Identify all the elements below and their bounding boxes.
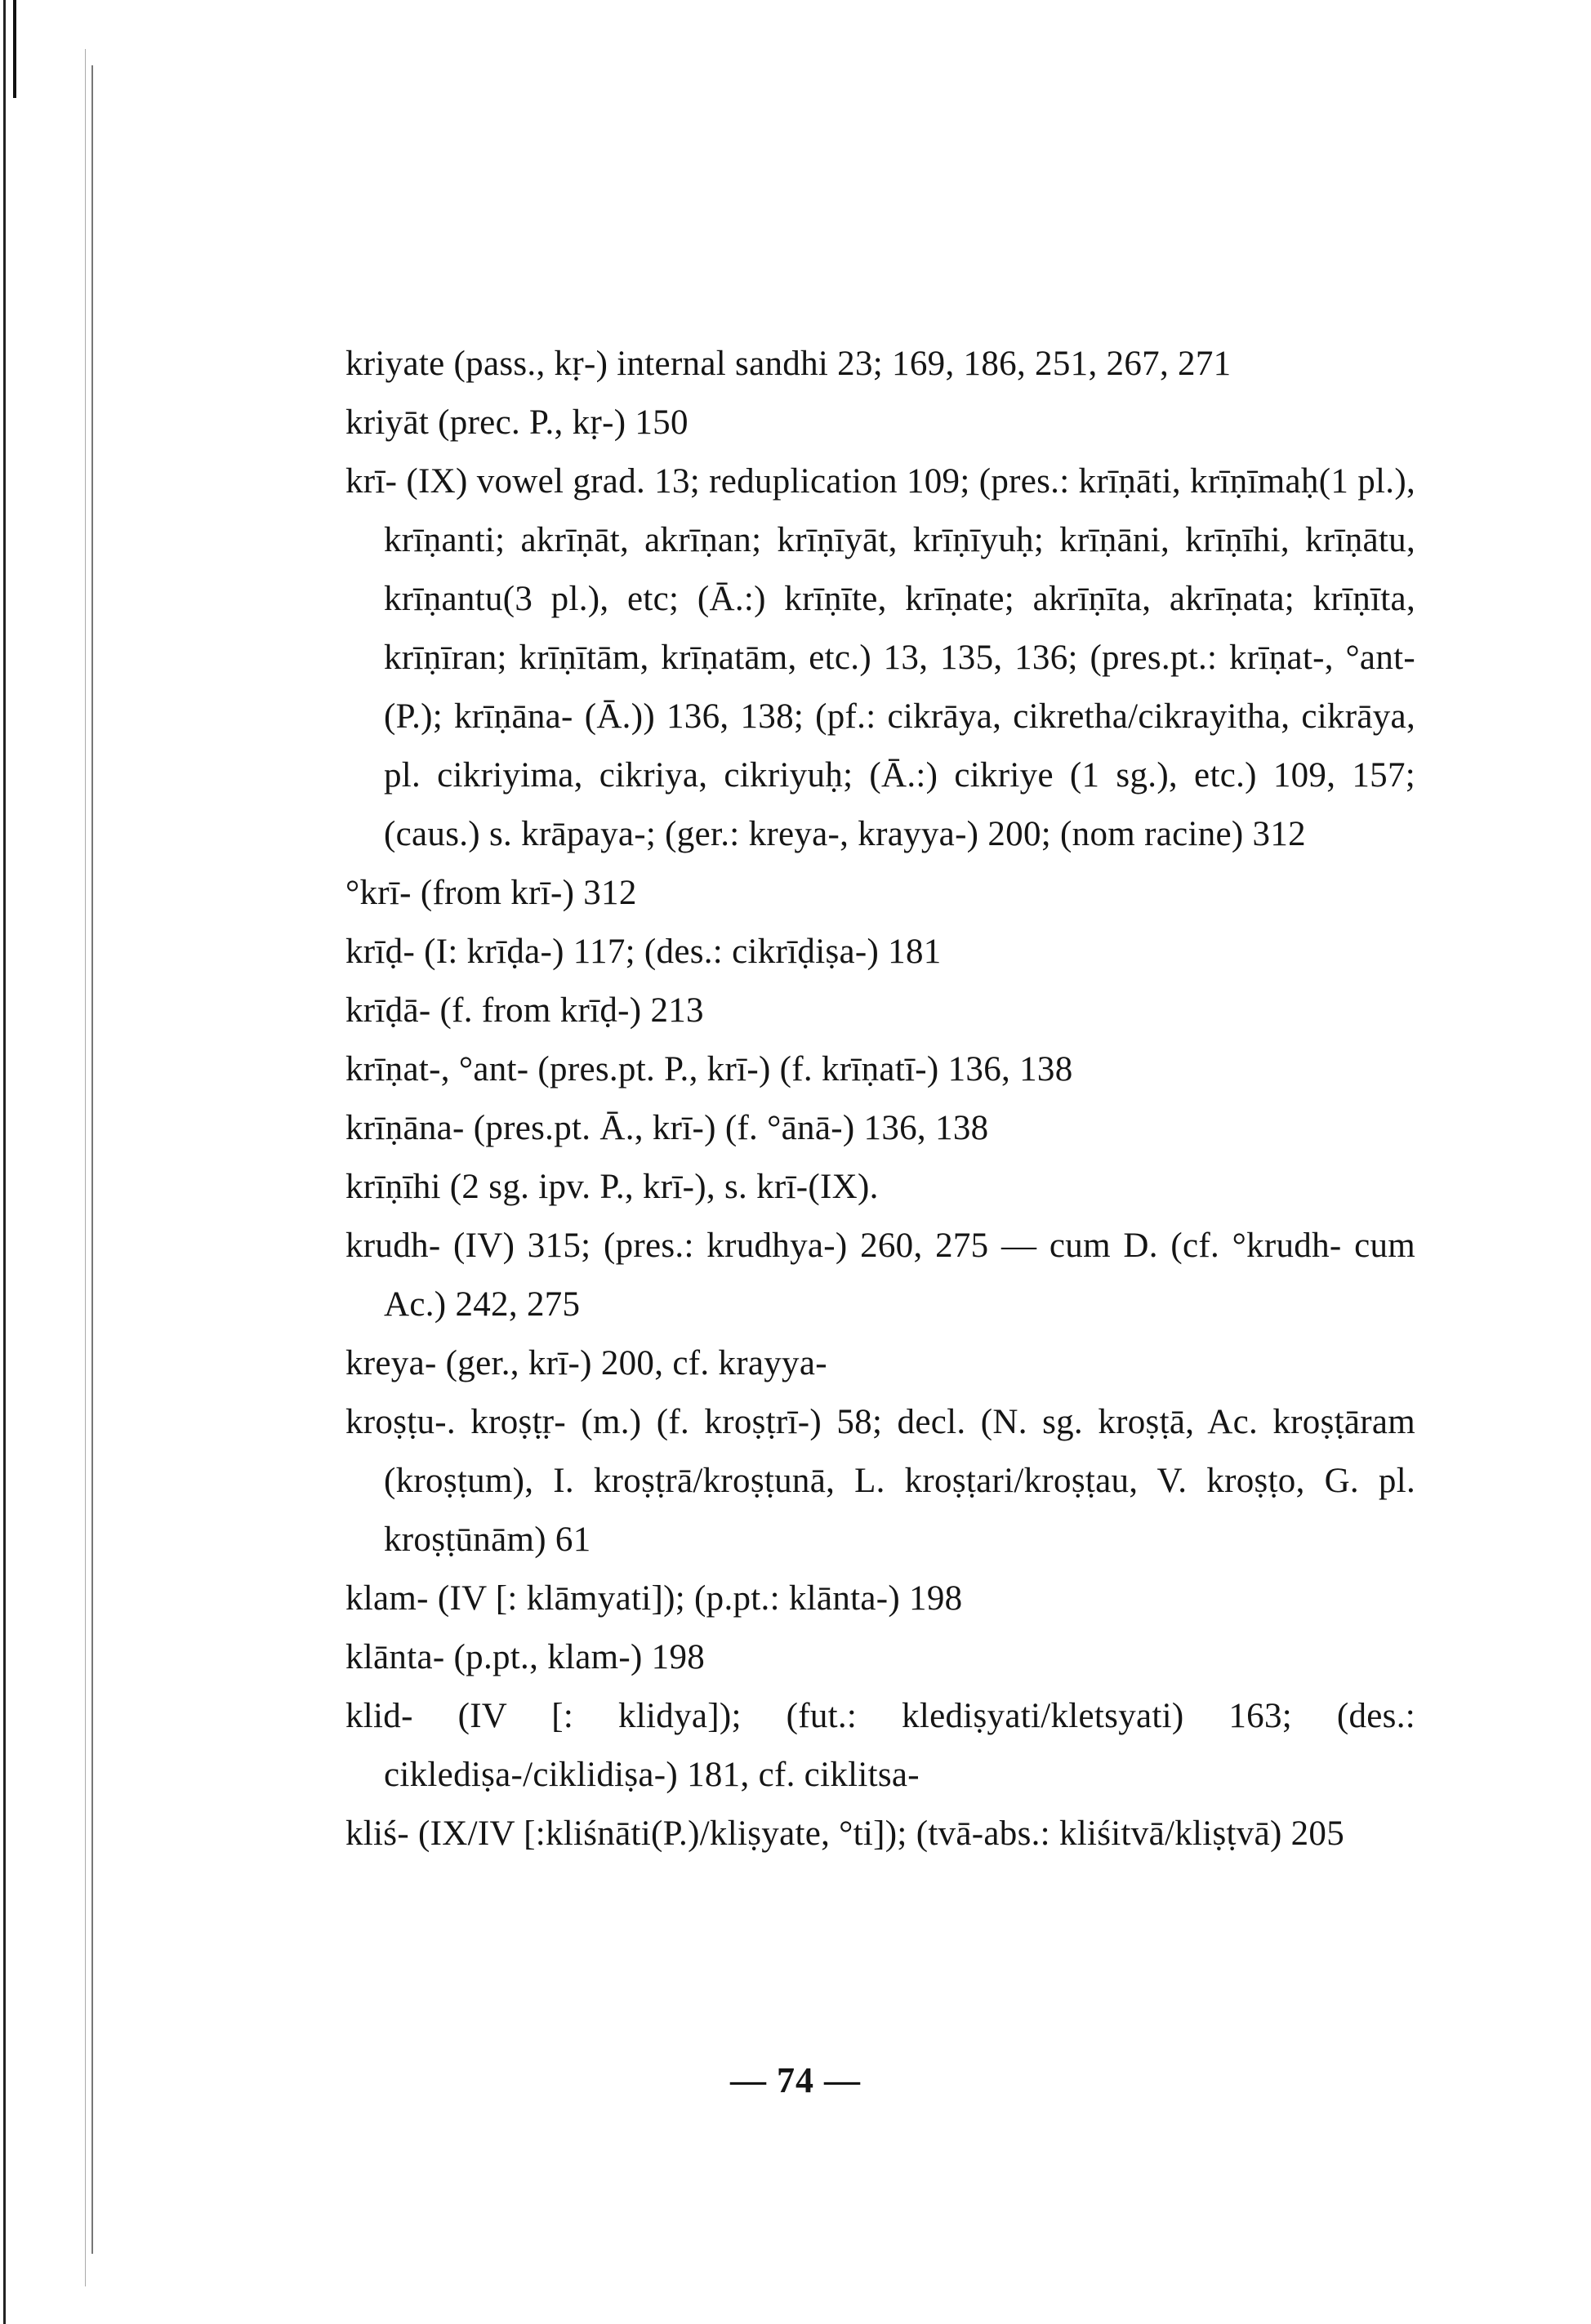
- index-entry-krinat: krīṇat-, °ant- (pres.pt. P., krī-) (f. krīṇatī-) 136, 138: [345, 1050, 1073, 1089]
- index-entry-klanta: klānta- (p.pt., klam-) 198: [345, 1638, 706, 1676]
- index-entry-kriyate: kriyate (pass., kṛ-) internal sandhi 23; 169, 186, 251, 267, 271: [345, 345, 1232, 383]
- index-entry-kreya: kreya- (ger., krī-) 200, cf. krayya-: [345, 1344, 827, 1382]
- index-entry-krida: krīḍā- (f. from krīḍ-) 213: [345, 991, 704, 1030]
- scan-edge: [91, 65, 93, 2254]
- scan-edge: [3, 0, 6, 2324]
- index-entry-krinana: krīṇāna- (pres.pt. Ā., krī-) (f. °ānā-) 136, 138: [345, 1109, 989, 1147]
- index-entries: [345, 335, 1415, 1863]
- index-entry-kri: krī- (IX) vowel grad. 13; reduplication 109; (pres.: krīṇāti, krīṇīmaḥ(1 pl.), krīṇanti; akrīṇāt, akrīṇan; krīṇīyāt, krīṇīyuḥ; krīṇāni, krīṇīhi, krīṇātu, krīṇantu(3 pl.), etc; (Ā.:) krīṇīte, krīṇate; akrīṇīta, akrīṇata; krīṇīta, krīṇīran; krīṇītām, krīṇatām, etc.) 13, 135, 136; (pres.pt.: krīṇat-, °ant- (P.); krīṇāna- (Ā.)) 136, 138; (pf.: cikrāya, cikretha/cikrayitha, cikrāya, pl. cikriyima, cikriya, cikriyuḥ; (Ā.:) cikriye (1 sg.), etc.) 109, 157; (caus.) s. krāpaya-; (ger.: kreya-, krayya-) 200; (nom racine) 312: [345, 462, 1415, 853]
- scan-edge: [85, 49, 86, 2286]
- index-entry-kriyat: kriyāt (prec. P., kṛ-) 150: [345, 403, 689, 442]
- index-entry-klid: klid- (IV [: klidya]); (fut.: klediṣyati/kletsyati) 163; (des.: ciklediṣa-/ciklidiṣa-) 181, cf. ciklitsa-: [345, 1697, 1415, 1794]
- index-entry-krid: krīḍ- (I: krīḍa-) 117; (des.: cikrīḍiṣa-) 181: [345, 933, 942, 971]
- index-entry-krinihi: krīṇīhi (2 sg. ipv. P., krī-), s. krī-(IX).: [345, 1168, 879, 1206]
- scan-edge: [13, 0, 16, 98]
- index-entry-krudh: krudh- (IV) 315; (pres.: krudhya-) 260, 275 — cum D. (cf. °krudh- cum Ac.) 242, 275: [345, 1227, 1415, 1324]
- index-entry-klis: kliś- (IX/IV [:kliśnāti(P.)/kliṣyate, °ti]); (tvā-abs.: kliśitvā/kliṣṭvā) 205: [345, 1814, 1345, 1853]
- page-number: — 74 —: [730, 2060, 861, 2100]
- index-entry-krostu: kroṣṭu-. kroṣṭṛ- (m.) (f. kroṣṭrī-) 58; decl. (N. sg. kroṣṭā, Ac. kroṣṭāram (kroṣṭum), I. kroṣṭrā/kroṣṭunā, L. kroṣṭari/kroṣṭau, V. kroṣṭo, G. pl. kroṣṭūnām) 61: [345, 1403, 1415, 1559]
- index-entry-klam: klam- (IV [: klāmyati]); (p.pt.: klānta-) 198: [345, 1579, 963, 1618]
- index-entry-kri-compound: °krī- (from krī-) 312: [345, 874, 637, 912]
